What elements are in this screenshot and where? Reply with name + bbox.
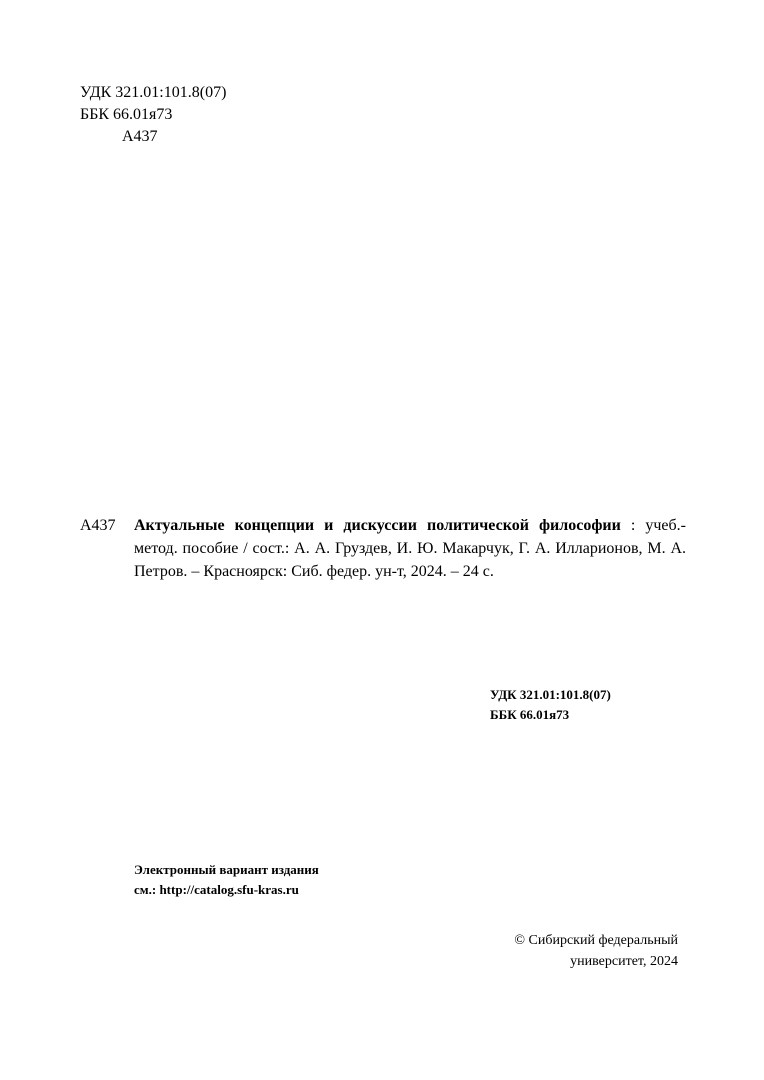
copyright-line-2: университет, 2024 — [570, 954, 678, 969]
record-title: Актуальные концепции и дискуссии политической философии — [134, 517, 621, 534]
electronic-version-label: Электронный вариант издания — [134, 862, 319, 877]
author-sign: А437 — [122, 128, 158, 145]
bibliographic-record — [80, 514, 686, 583]
bbk-code: ББК 66.01я73 — [80, 106, 173, 123]
bbk-code-bold: ББК 66.01я73 — [490, 707, 570, 722]
classification-header — [80, 82, 226, 148]
udk-code-bold: УДК 321.01:101.8(07) — [490, 687, 611, 702]
classification-block — [490, 685, 611, 725]
copyright-line-1: © Сибирский федеральный — [514, 933, 678, 948]
record-body — [134, 514, 686, 583]
record-details: : учеб.-метод. пособие / сост.: А. А. Груздев, И. Ю. Макарчук, Г. А. Илларионов, М. А. Петров. – Красноярск: Сиб. федер. ун-т, 2024. – 24 с. — [134, 517, 686, 580]
copyright-notice — [514, 930, 678, 972]
electronic-version-note — [134, 860, 319, 900]
record-author-sign: А437 — [80, 517, 116, 534]
udk-code: УДК 321.01:101.8(07) — [80, 84, 227, 101]
electronic-version-link[interactable]: см.: http://catalog.sfu-kras.ru — [134, 882, 299, 897]
